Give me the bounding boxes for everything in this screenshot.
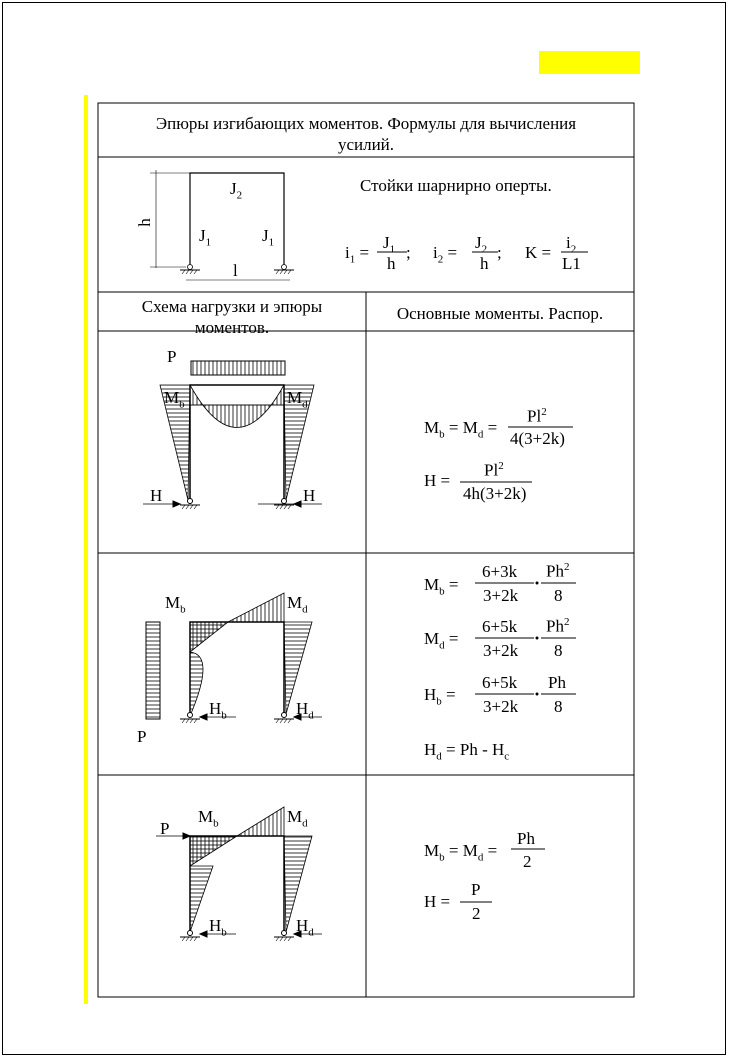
r3-Mb: $M_b$ — [198, 807, 219, 830]
label-span: l — [233, 261, 238, 280]
i2-lhs: $i_2$ = — [433, 243, 458, 266]
label-J2: $J_2$ — [230, 179, 243, 202]
r2-Hd-formula: $H_d = Ph - H_c$ — [424, 740, 510, 763]
column-header-moments: Основные моменты. Распор. — [396, 304, 604, 323]
title-line2: усилий. — [337, 135, 395, 154]
r2-Md-den: 3+2k — [483, 641, 519, 660]
r1-P: P — [167, 347, 177, 366]
i2-num: $J_2$ — [475, 233, 488, 256]
K-lhs: K = — [525, 243, 552, 262]
r1-num: Pl$^2$ — [527, 406, 547, 426]
i2-den: h — [480, 254, 489, 273]
r1-H-left: H — [150, 486, 163, 505]
r1-Md: $M_d$ — [287, 388, 308, 411]
r2-Md-den2: 8 — [554, 641, 563, 660]
r2-Hb-num: 6+5k — [482, 673, 518, 692]
sep2: ; — [497, 243, 502, 262]
label-h: h — [134, 218, 154, 227]
r2-Mb-num2: Ph$^2$ — [546, 561, 570, 581]
r2-Mb-num: 6+3k — [482, 562, 518, 581]
r2-P: P — [137, 727, 147, 746]
K-den: L1 — [562, 254, 581, 273]
label-J1-left: $J_1$ — [199, 226, 212, 249]
r2-Hb-num2: Ph — [548, 673, 566, 692]
r1-H-lhs: H = — [424, 471, 451, 490]
r2-Hd: $H_d$ — [296, 699, 314, 722]
r3-P: P — [160, 819, 170, 838]
multiplication-dots — [536, 582, 539, 696]
scheme-line2: моментов. — [194, 318, 270, 337]
r3-Mb-Md-lhs: $M_b = M_d$ = — [424, 841, 498, 864]
r2-Md-lhs: $M_d$ = — [424, 629, 459, 652]
label-J1-right: $J_1$ — [262, 226, 275, 249]
r2-Md-num: 6+5k — [482, 617, 518, 636]
geometry-note: Стойки шарнирно оперты. — [360, 176, 552, 195]
i1-lhs: $i_1$ = — [345, 243, 370, 266]
r1-H-num: Pl$^2$ — [484, 460, 504, 480]
diagram-row1 — [143, 361, 322, 509]
r2-Md-num2: Ph$^2$ — [546, 616, 570, 636]
r1-Mb: $M_b$ — [164, 388, 185, 411]
r3-H-lhs: H = — [424, 892, 451, 911]
r3-H-num: P — [471, 880, 481, 899]
r3-H-den: 2 — [472, 904, 481, 923]
title-line1: Эпюры изгибающих моментов. Формулы для вычисления — [155, 114, 577, 133]
r2-Hb-lhs: $H_b$ = — [424, 685, 456, 708]
K-num: $i_2$ — [566, 233, 577, 256]
r2-Hb: $H_b$ — [209, 699, 227, 722]
sep1: ; — [406, 243, 411, 262]
r1-H-right: H — [303, 486, 316, 505]
r3-num: Ph — [517, 829, 535, 848]
r2-Mb-den2: 8 — [554, 586, 563, 605]
r1-H-den: 4h(3+2k) — [463, 484, 527, 503]
r3-Md: $M_d$ — [287, 807, 308, 830]
r2-Mb-den: 3+2k — [483, 586, 519, 605]
r2-Hb-den2: 8 — [554, 697, 563, 716]
r1-Mb-Md-lhs: $M_b = M_d$ = — [424, 418, 498, 441]
r3-Hb: $H_b$ — [209, 916, 227, 939]
r3-Hd: $H_d$ — [296, 916, 314, 939]
i1-num: $J_1$ — [383, 233, 396, 256]
r2-Md: $M_d$ — [287, 593, 308, 616]
scheme-line1: Схема нагрузки и эпюры — [141, 297, 323, 316]
frame-geometry-sketch — [150, 170, 294, 280]
r1-den: 4(3+2k) — [510, 429, 565, 448]
i1-den: h — [387, 254, 396, 273]
table-title — [98, 113, 634, 155]
r2-Hb-den: 3+2k — [483, 697, 519, 716]
table-grid — [98, 103, 634, 997]
column-header-scheme — [98, 296, 366, 338]
r2-Mb: $M_b$ — [165, 593, 186, 616]
r3-den: 2 — [523, 852, 532, 871]
r2-Mb-lhs: $M_b$ = — [424, 575, 459, 598]
